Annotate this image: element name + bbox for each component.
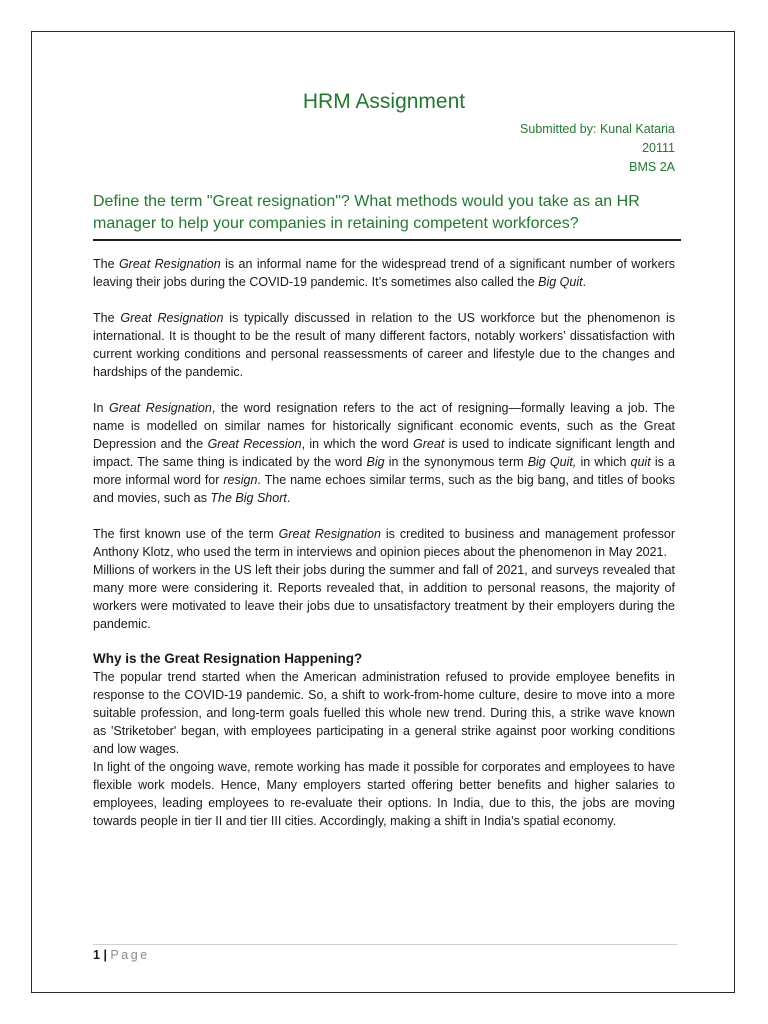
text-run: The (93, 311, 121, 325)
italic-run: Big Quit (538, 275, 583, 289)
class-name: BMS 2A (629, 160, 675, 174)
paragraph-2 (93, 309, 675, 381)
submitted-by: Submitted by: Kunal Kataria (520, 122, 675, 136)
text-run: . (582, 275, 587, 289)
italic-run: Big Quit, (527, 455, 577, 469)
page-label: Page (110, 948, 150, 962)
text-run: in the synonymous term (384, 455, 528, 469)
paragraph-4 (93, 525, 675, 561)
text-run: , the word resignation refers to the act of resigning—formally leaving a job. The name is modelled on similar names for historically significant economic events, such as the Great Depression and the (93, 401, 675, 451)
submission-block (93, 120, 675, 177)
page-number: 1 (93, 948, 100, 962)
italic-run: Great Resignation (120, 311, 224, 325)
text-run: in which (576, 455, 631, 469)
section-heading: Why is the Great Resignation Happening? (93, 651, 363, 666)
italic-run: Great Recession (207, 437, 302, 451)
footer-separator: | (103, 948, 107, 962)
document-title: HRM Assignment (302, 90, 466, 113)
paragraph-1 (93, 255, 675, 291)
italic-run: Great (413, 437, 445, 451)
text-run: is typically discussed in relation to the US workforce but the phenomenon is international. It is thought to be the result of many different factors, notably workers’ dissatisfaction with current working conditions and personal reassessments of career and lifestyle due to the changes and hardships of the pandemic. (93, 311, 675, 379)
paragraph-3 (93, 399, 675, 507)
text-run: In (93, 401, 109, 415)
footer-divider (93, 944, 677, 945)
italic-run: Great Resignation (278, 527, 381, 541)
roll-number: 20111 (642, 141, 675, 155)
text-run: is used to indicate significant length and impact. The same thing is indicated by the word (93, 437, 675, 469)
italic-run: The Big Short (210, 491, 287, 505)
text-run: The first known use of the term (93, 527, 279, 541)
text-run: is an informal name for the widespread trend of a significant number of workers leaving their jobs during the COVID-19 pandemic. It’s sometimes also called the (93, 257, 675, 289)
italic-run: quit (630, 455, 651, 469)
text-run: The (93, 257, 119, 271)
italic-run: Great Resignation (118, 257, 221, 271)
italic-run: Great Resignation (108, 401, 212, 415)
italic-run: resign (223, 473, 258, 487)
text-run: , in which the word (301, 437, 414, 451)
text-run: is credited to business and management professor Anthony Klotz, who used the term in interviews and opinion pieces about the phenomenon in May 2021. (93, 527, 675, 559)
text-run: is a more informal word for (93, 455, 675, 487)
document-body (93, 84, 675, 848)
italic-run: Big (366, 455, 385, 469)
text-run: . (286, 491, 291, 505)
paragraph-5: Millions of workers in the US left their jobs during the summer and fall of 2021, and surveys revealed that many more were considering it. Reports revealed that, in addition to personal reasons, the majority of workers were motivated to leave their jobs due to unsatisfactory treatment by their employers during the pandemic. (93, 563, 675, 631)
section-paragraph-2: In light of the ongoing wave, remote working has made it possible for corporates and employees to have flexible work models. Hence, Many employers started offering better benefits and higher salaries to employees, leading employees to re-evaluate their options. In India, due to this, the jobs are moving towards people in tier II and tier III cities. Accordingly, making a shift in India’s spatial economy. (93, 760, 675, 828)
section-paragraph-1: The popular trend started when the American administration refused to provide employee benefits in response to the COVID-19 pandemic. So, a shift to work-from-home culture, desire to move into a more suitable profession, and long-term goals fuelled this whole new trend. During this, a strike wave known as 'Striketober' began, with employees participating in a general strike against poor working conditions and low wages. (93, 670, 675, 756)
question-heading: Define the term "Great resignation"? What methods would you take as an HR manager to help your companies in retaining competent workforces? (93, 191, 681, 241)
text-run: . The name echoes similar terms, such as the big bang, and titles of books and movies, such as (93, 473, 675, 505)
page-footer (93, 948, 150, 962)
